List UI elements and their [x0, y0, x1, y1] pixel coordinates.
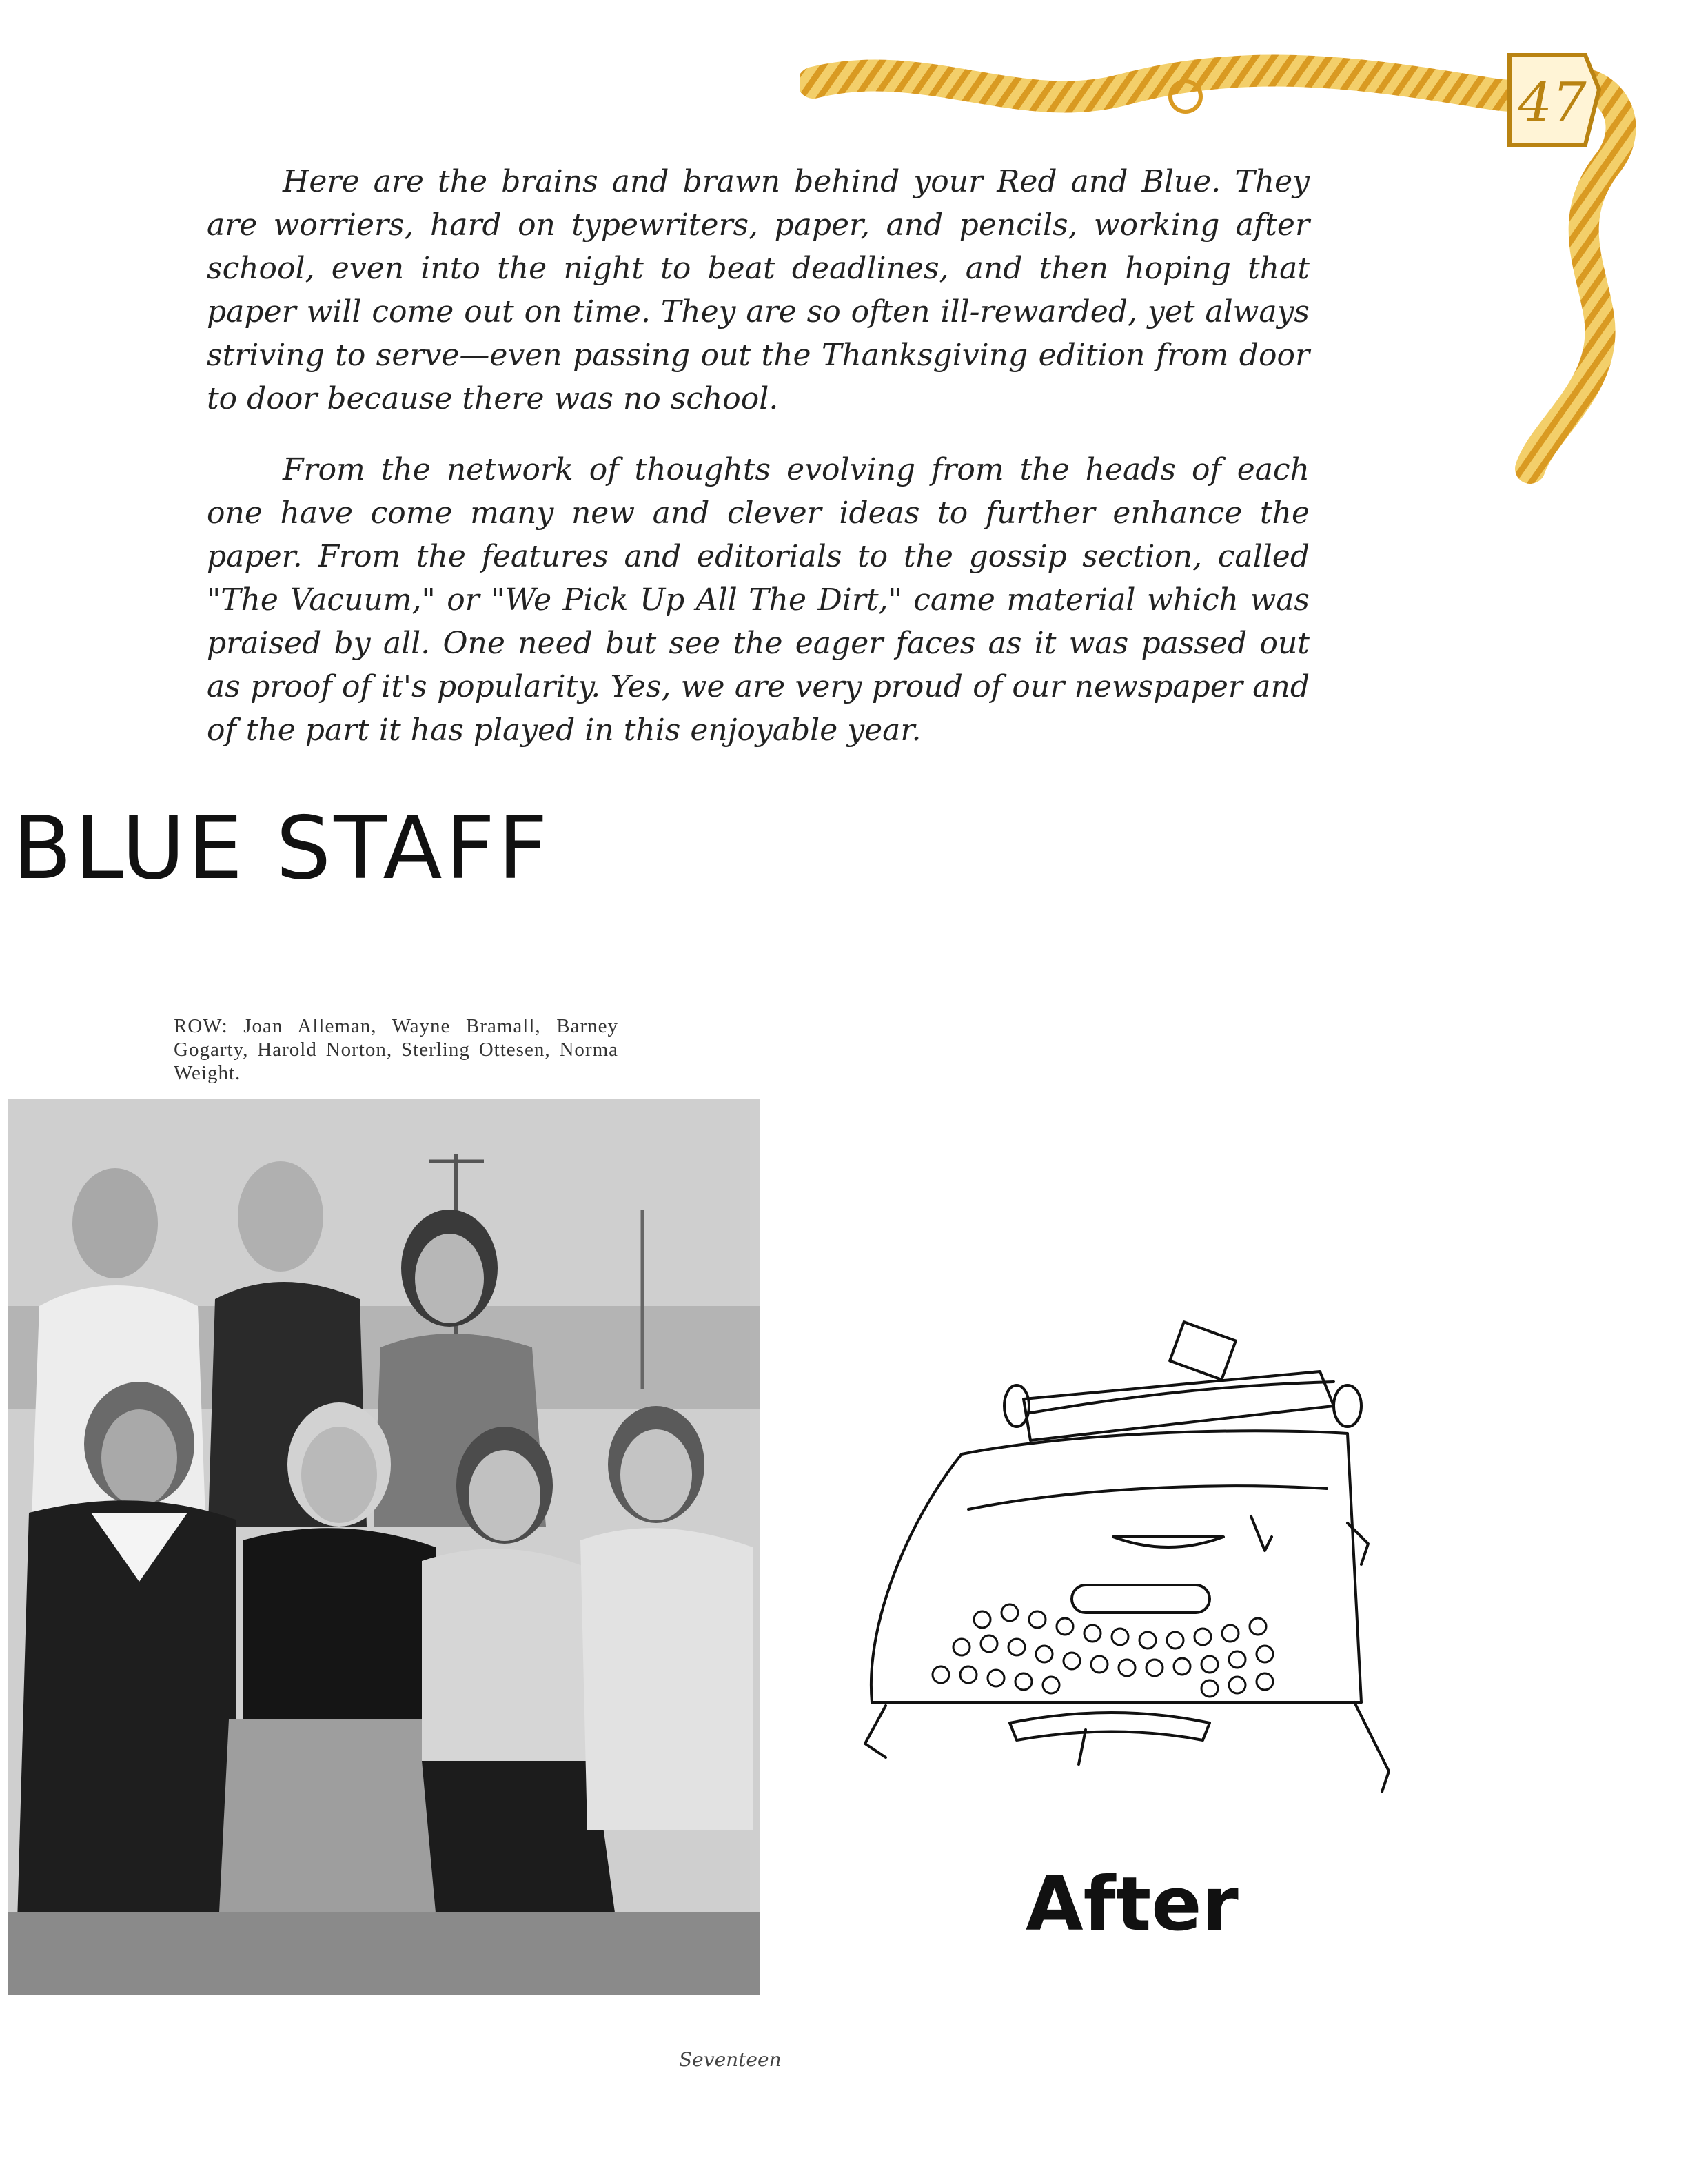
- photo-caption: ROW: Joan Alleman, Wayne Bramall, Barney Gogarty, Harold Norton, Sterling Ottesen, Norma Weight.: [174, 1015, 618, 1084]
- after-label: After: [1026, 1861, 1239, 1948]
- section-heading: BLUE STAFF: [12, 797, 551, 899]
- page-number: Seventeen: [679, 2048, 782, 2071]
- intro-paragraph-2: From the network of thoughts evolving from the heads of each one have come many new and clever ideas to further enhance the paper. From the features and editorials to the gossip section, called "The Vacuum," or "We Pick Up All The Dirt," came material which was praised by all. One need but see the eager faces as it was passed out as proof of it's popularity. Yes, we are very proud of our newspaper and of the part it has played in this enjoyable year.: [207, 452, 1310, 748]
- year-badge-text: 47: [1518, 72, 1587, 134]
- year-badge: [1509, 55, 1599, 145]
- staff-photo: [8, 1099, 760, 1995]
- typewriter-keys: [933, 1604, 1273, 1697]
- typewriter-illustration: [824, 1316, 1444, 1813]
- intro-paragraph-1: Here are the brains and brawn behind your Red and Blue. They are worriers, hard on typewriters, paper, and pencils, working after school, even into the night to beat deadlines, and then hoping that paper will come out on time. They are so often ill-rewarded, yet always striving to serve—even passing out the Thanksgiving edition from door to door because there was no school.: [207, 164, 1310, 416]
